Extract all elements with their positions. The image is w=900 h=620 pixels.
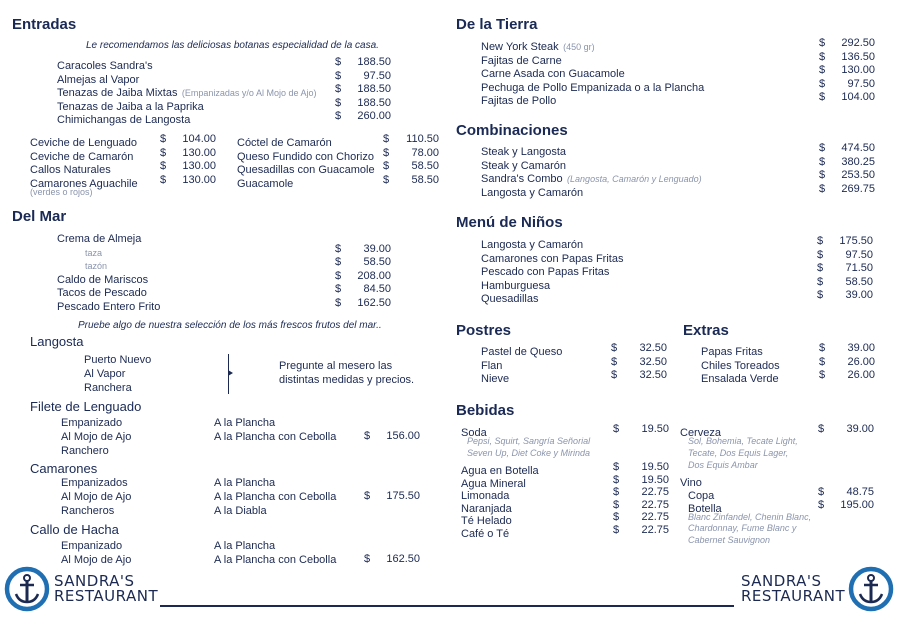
- item-price: 19.50: [641, 423, 669, 435]
- item-price: 84.50: [363, 283, 391, 295]
- list-item: [481, 356, 671, 370]
- list-item: [481, 289, 877, 303]
- lenguado-price: 156.00: [386, 430, 420, 442]
- item-name: Flan: [481, 359, 503, 372]
- list-item: [237, 160, 439, 174]
- list-item: [57, 110, 393, 124]
- list-item: [481, 51, 877, 65]
- style-item: Ranchero: [61, 445, 109, 457]
- camarones-right: [214, 476, 336, 518]
- item-name: Cóctel de Camarón: [237, 137, 332, 149]
- list-item: [481, 235, 877, 249]
- style-item: A la Plancha: [214, 540, 276, 552]
- item-name: Crema de Almeja: [57, 233, 142, 245]
- vino-note: Blanc Zinfandel, Chenin Blanc,: [688, 511, 812, 522]
- currency-sign: $: [364, 490, 371, 502]
- currency-sign: $: [335, 69, 342, 82]
- item-detail: (450 gr): [563, 42, 595, 52]
- item-name: Chimichangas de Langosta: [57, 114, 191, 126]
- currency-sign: $: [613, 473, 620, 486]
- item-price: 260.00: [357, 110, 391, 122]
- currency-sign: $: [613, 486, 620, 498]
- item-name: Steak y Camarón: [481, 159, 566, 172]
- item-name: Tenazas de Jaiba Mixtas: [57, 87, 178, 99]
- list-item: [57, 256, 393, 270]
- item-price: 269.75: [841, 182, 875, 195]
- item-price: 380.25: [841, 155, 875, 168]
- item-price: 58.50: [411, 160, 439, 172]
- currency-sign: $: [819, 64, 826, 76]
- list-item: [237, 133, 439, 147]
- item-price: 188.50: [357, 96, 391, 109]
- currency-sign: $: [819, 77, 826, 90]
- item-name: Camarones Aguachile: [30, 177, 138, 190]
- section-title-combinaciones: Combinaciones: [456, 122, 568, 139]
- currency-sign: $: [819, 37, 826, 49]
- list-item: [481, 183, 877, 197]
- item-name: Ensalada Verde: [701, 373, 779, 385]
- item-name: Fajitas de Carne: [481, 54, 562, 67]
- item-name: Cerveza: [680, 427, 721, 439]
- list-item: [481, 276, 877, 290]
- item-price: 19.50: [641, 473, 669, 486]
- item-name: Ceviche de Lenguado: [30, 137, 138, 149]
- item-name: Limonada: [461, 490, 510, 502]
- item-size: tazón: [85, 261, 108, 271]
- item-price: 39.00: [846, 423, 874, 435]
- style-item: Empanizados: [61, 477, 128, 489]
- item-name: Café o Té: [461, 527, 510, 540]
- item-name: Agua en Botella: [461, 465, 539, 477]
- item-name: Soda: [461, 427, 487, 439]
- list-item: [481, 249, 877, 263]
- item-price: 22.75: [641, 511, 669, 523]
- currency-sign: $: [383, 133, 390, 145]
- item-price: 188.50: [357, 56, 391, 68]
- list-item: [461, 423, 671, 439]
- list-item: [30, 160, 230, 174]
- item-price: 32.50: [639, 369, 667, 381]
- currency-sign: $: [160, 160, 167, 172]
- item-price: 130.00: [182, 146, 216, 159]
- currency-sign: $: [335, 283, 342, 295]
- item-name: Pechuga de Pollo Empanizada o a la Plancha: [481, 81, 705, 94]
- item-price: 22.75: [641, 486, 669, 498]
- ninos-list: [481, 235, 877, 303]
- currency-sign: $: [160, 146, 167, 159]
- item-price: 136.50: [841, 50, 875, 63]
- currency-sign: $: [613, 511, 620, 523]
- style-item: Al Mojo de Ajo: [61, 491, 132, 503]
- entradas-right-col: [237, 133, 439, 190]
- item-name: Papas Fritas: [701, 346, 763, 358]
- list-item: [461, 473, 671, 490]
- soda-note: Seven Up, Diet Coke y Mirinda: [467, 448, 591, 458]
- item-name: Almejas al Vapor: [57, 73, 140, 86]
- list-item: [237, 174, 439, 188]
- item-name: Naranjada: [461, 502, 512, 515]
- currency-sign: $: [819, 169, 826, 181]
- item-price: 39.00: [845, 289, 873, 301]
- item-name: Pescado con Papas Fritas: [481, 266, 610, 278]
- currency-sign: $: [613, 461, 620, 473]
- list-item: [481, 169, 877, 183]
- brand-logo-left: [54, 574, 158, 604]
- ask-line: distintas medidas y precios.: [279, 374, 415, 386]
- currency-sign: $: [335, 83, 342, 95]
- list-item: [57, 97, 393, 111]
- item-name: Quesadillas con Guacamole: [237, 164, 375, 176]
- hacha-right: [214, 539, 336, 567]
- item-price: 58.50: [845, 275, 873, 288]
- item-price: 97.50: [363, 69, 391, 82]
- list-item: [680, 473, 878, 489]
- list-item: [30, 133, 230, 147]
- item-price: 162.50: [357, 296, 391, 309]
- item-name: Fajitas de Pollo: [481, 95, 557, 107]
- item-name: Nieve: [481, 373, 510, 385]
- item-price: 97.50: [847, 77, 875, 90]
- currency-sign: $: [364, 553, 371, 565]
- style-item: Empanizado: [61, 540, 123, 552]
- currency-sign: $: [819, 342, 826, 354]
- currency-sign: $: [335, 56, 342, 68]
- del-mar-note: Pruebe algo de nuestra selección de los más frescos frutos del mar..: [78, 320, 382, 331]
- style-item: A la Plancha: [214, 477, 276, 489]
- section-title-extras: Extras: [683, 322, 729, 339]
- currency-sign: $: [819, 182, 826, 195]
- bebidas-right: [680, 423, 878, 546]
- vino-note: Chardonnay, Fume Blanc y: [688, 523, 797, 533]
- item-price: 48.75: [846, 485, 874, 498]
- tierra-list: [481, 37, 877, 105]
- item-price: 39.00: [363, 242, 391, 255]
- item-price: 71.50: [845, 262, 873, 274]
- section-title-del-mar: Del Mar: [12, 208, 67, 225]
- section-title-entradas: Entradas: [12, 16, 77, 33]
- list-item: [461, 511, 671, 527]
- item-name: Callos Naturales: [30, 164, 111, 176]
- list-item: [701, 342, 877, 356]
- item-name: Tenazas de Jaiba a la Paprika: [57, 100, 204, 113]
- cerveza-note: Dos Equis Ambar: [688, 460, 758, 470]
- currency-sign: $: [819, 142, 826, 154]
- item-price: 97.50: [845, 248, 873, 261]
- list-item: [680, 423, 878, 439]
- hacha-price: 162.50: [386, 553, 420, 565]
- item-price: 26.00: [847, 369, 875, 381]
- item-price: 39.00: [847, 342, 875, 354]
- camarones-title: Camarones: [30, 461, 98, 476]
- item-name: Vino: [680, 476, 702, 489]
- item-name: Copa: [688, 489, 715, 502]
- entradas-left-col: [30, 133, 230, 199]
- item-name: Steak y Langosta: [481, 146, 567, 158]
- camarones-left: [61, 476, 131, 518]
- currency-sign: $: [817, 289, 824, 301]
- item-price: 32.50: [639, 355, 667, 368]
- list-item: [461, 486, 671, 502]
- item-price: 19.50: [641, 461, 669, 473]
- style-item: A la Plancha con Cebolla: [214, 431, 337, 443]
- anchor-logo-icon: [4, 566, 50, 617]
- item-price: 253.50: [841, 169, 875, 181]
- item-price: 474.50: [841, 142, 875, 154]
- list-item: [57, 229, 393, 243]
- item-name: Pescado Entero Frito: [57, 300, 161, 313]
- style-item: A la Diabla: [214, 505, 267, 517]
- list-item: [481, 78, 877, 92]
- currency-sign: $: [611, 342, 618, 354]
- item-name: Agua Mineral: [461, 477, 526, 490]
- list-item: [481, 142, 877, 156]
- currency-sign: $: [817, 235, 824, 247]
- currency-sign: $: [335, 269, 342, 282]
- entradas-note: Le recomendamos las deliciosas botanas especialidad de la casa.: [86, 40, 379, 51]
- currency-sign: $: [160, 173, 167, 186]
- list-item: [680, 498, 878, 515]
- list-item: [680, 485, 878, 502]
- currency-sign: $: [335, 110, 342, 122]
- hacha-left: [61, 539, 131, 567]
- langosta-styles: [84, 353, 151, 395]
- brand-line2: RESTAURANT: [54, 587, 159, 605]
- item-price: 208.00: [357, 269, 391, 282]
- item-price: 130.00: [841, 64, 875, 76]
- item-name: Quesadillas: [481, 293, 539, 305]
- currency-sign: $: [383, 160, 390, 172]
- item-name: Chiles Toreados: [701, 359, 780, 372]
- langosta-title: Langosta: [30, 334, 84, 349]
- item-price: 175.50: [839, 235, 873, 247]
- list-item: [57, 270, 393, 284]
- item-price: 292.50: [841, 37, 875, 49]
- langosta-ask: [279, 359, 414, 387]
- currency-sign: $: [335, 296, 342, 309]
- brand-logo-right: [741, 574, 845, 604]
- postres-list: [481, 342, 671, 383]
- item-name: Hamburguesa: [481, 279, 551, 292]
- section-title-postres: Postres: [456, 322, 512, 339]
- brand-line1: SANDRA'S: [54, 572, 135, 590]
- item-name: Caldo de Mariscos: [57, 273, 149, 286]
- section-title-tierra: De la Tierra: [456, 16, 538, 33]
- item-price: 22.75: [641, 498, 669, 511]
- style-item: Empanizado: [61, 417, 123, 429]
- list-item: [57, 243, 393, 257]
- currency-sign: $: [335, 242, 342, 255]
- item-name: New York Steak: [481, 41, 559, 53]
- item-price: 188.50: [357, 83, 391, 95]
- item-price: 58.50: [363, 256, 391, 268]
- cerveza-note: Tecate, Dos Equis Lager,: [688, 448, 789, 458]
- list-item: [481, 37, 877, 51]
- currency-sign: $: [335, 96, 342, 109]
- item-name: Ceviche de Camarón: [30, 150, 134, 163]
- item-price: 110.50: [406, 133, 439, 145]
- currency-sign: $: [818, 423, 825, 435]
- item-name: Guacamole: [237, 177, 294, 190]
- item-price: 78.00: [411, 146, 439, 159]
- style-item: Al Mojo de Ajo: [61, 554, 132, 566]
- currency-sign: $: [819, 369, 826, 381]
- item-name: Pastel de Queso: [481, 346, 563, 358]
- item-price: 130.00: [182, 160, 216, 172]
- currency-sign: $: [819, 355, 826, 368]
- currency-sign: $: [817, 275, 824, 288]
- currency-sign: $: [613, 423, 620, 435]
- item-name: Botella: [688, 502, 722, 515]
- list-item: [481, 64, 877, 78]
- item-name: Queso Fundido con Chorizo: [237, 150, 374, 163]
- currency-sign: $: [818, 485, 825, 498]
- currency-sign: $: [364, 430, 371, 442]
- list-item: [237, 147, 439, 161]
- style-item: A la Plancha: [214, 417, 276, 429]
- list-item: [57, 70, 393, 84]
- list-item: [701, 356, 877, 370]
- currency-sign: $: [383, 146, 390, 159]
- hacha-title: Callo de Hacha: [30, 522, 119, 537]
- currency-sign: $: [611, 355, 618, 368]
- item-price: 104.00: [841, 91, 875, 103]
- currency-sign: $: [817, 262, 824, 274]
- list-item: [57, 83, 393, 97]
- item-name: Caracoles Sandra's: [57, 60, 153, 72]
- item-size: taza: [85, 247, 103, 258]
- del-mar-list: [57, 229, 393, 313]
- style-item: Al Mojo de Ajo: [61, 431, 132, 443]
- list-item: [30, 147, 230, 161]
- style-item: Ranchera: [84, 382, 132, 394]
- list-item: [461, 498, 671, 515]
- camarones-price: 175.50: [386, 490, 420, 502]
- list-item: [57, 56, 393, 70]
- item-name: Carne Asada con Guacamole: [481, 68, 625, 80]
- section-title-bebidas: Bebidas: [456, 402, 515, 419]
- currency-sign: $: [819, 155, 826, 168]
- currency-sign: $: [819, 50, 826, 63]
- currency-sign: $: [611, 369, 618, 381]
- style-item: Al Vapor: [84, 368, 126, 380]
- currency-sign: $: [613, 498, 620, 511]
- footer-divider: [160, 605, 734, 607]
- entradas-list: [57, 56, 393, 124]
- item-detail: (Langosta, Camarón y Lenguado): [567, 174, 702, 184]
- item-name: Té Helado: [461, 515, 512, 527]
- brand-line2: RESTAURANT: [741, 587, 846, 605]
- item-name: Langosta y Camarón: [481, 186, 584, 199]
- currency-sign: $: [335, 256, 342, 268]
- list-item: [30, 174, 230, 188]
- item-name: Camarones con Papas Fritas: [481, 252, 624, 265]
- list-item: [461, 523, 671, 540]
- item-price: 195.00: [840, 498, 874, 511]
- currency-sign: $: [160, 133, 167, 145]
- item-price: 26.00: [847, 355, 875, 368]
- section-title-ninos: Menú de Niños: [456, 214, 563, 231]
- item-price: 32.50: [639, 342, 667, 354]
- item-name: Sandra's Combo: [481, 173, 563, 185]
- lenguado-title: Filete de Lenguado: [30, 399, 142, 414]
- list-item: [57, 297, 393, 311]
- lenguado-right: [214, 416, 336, 444]
- bebidas-left: [461, 423, 671, 540]
- style-item: Puerto Nuevo: [84, 354, 152, 366]
- cerveza-note: Sol, Bohemia, Tecate Light,: [688, 436, 798, 446]
- currency-sign: $: [613, 523, 620, 536]
- arrow-right-icon: [228, 370, 233, 376]
- item-price: 22.75: [641, 523, 669, 536]
- ask-line: Pregunte al mesero las: [279, 360, 393, 372]
- brand-line1: SANDRA'S: [741, 572, 822, 590]
- extras-list: [701, 342, 877, 383]
- style-item: A la Plancha con Cebolla: [214, 491, 337, 503]
- anchor-logo-icon: [848, 566, 894, 617]
- list-item: [461, 461, 671, 477]
- style-item: Rancheros: [61, 505, 115, 517]
- style-item: A la Plancha con Cebolla: [214, 554, 337, 566]
- list-item: [481, 156, 877, 170]
- aguachile-note: (verdes o rojos): [30, 187, 93, 197]
- list-item: [481, 342, 671, 356]
- currency-sign: $: [817, 248, 824, 261]
- list-item: [481, 91, 877, 105]
- soda-note: Pepsi, Squirt, Sangría Señorial: [467, 436, 591, 446]
- list-item: [57, 283, 393, 297]
- currency-sign: $: [818, 498, 825, 511]
- currency-sign: $: [819, 91, 826, 103]
- list-item: [481, 262, 877, 276]
- item-price: 58.50: [411, 173, 439, 186]
- item-price: 130.00: [182, 173, 216, 186]
- list-item: [701, 369, 877, 383]
- list-item: [481, 369, 671, 383]
- item-detail: (Empanizadas y/o Al Mojo de Ajo): [181, 88, 317, 98]
- item-name: Tacos de Pescado: [57, 287, 147, 299]
- item-price: 104.00: [182, 133, 216, 145]
- currency-sign: $: [383, 173, 390, 186]
- vino-note: Cabernet Sauvignon: [688, 534, 771, 545]
- lenguado-left: [61, 416, 131, 458]
- combinaciones-list: [481, 142, 877, 199]
- item-name: Langosta y Camarón: [481, 239, 584, 251]
